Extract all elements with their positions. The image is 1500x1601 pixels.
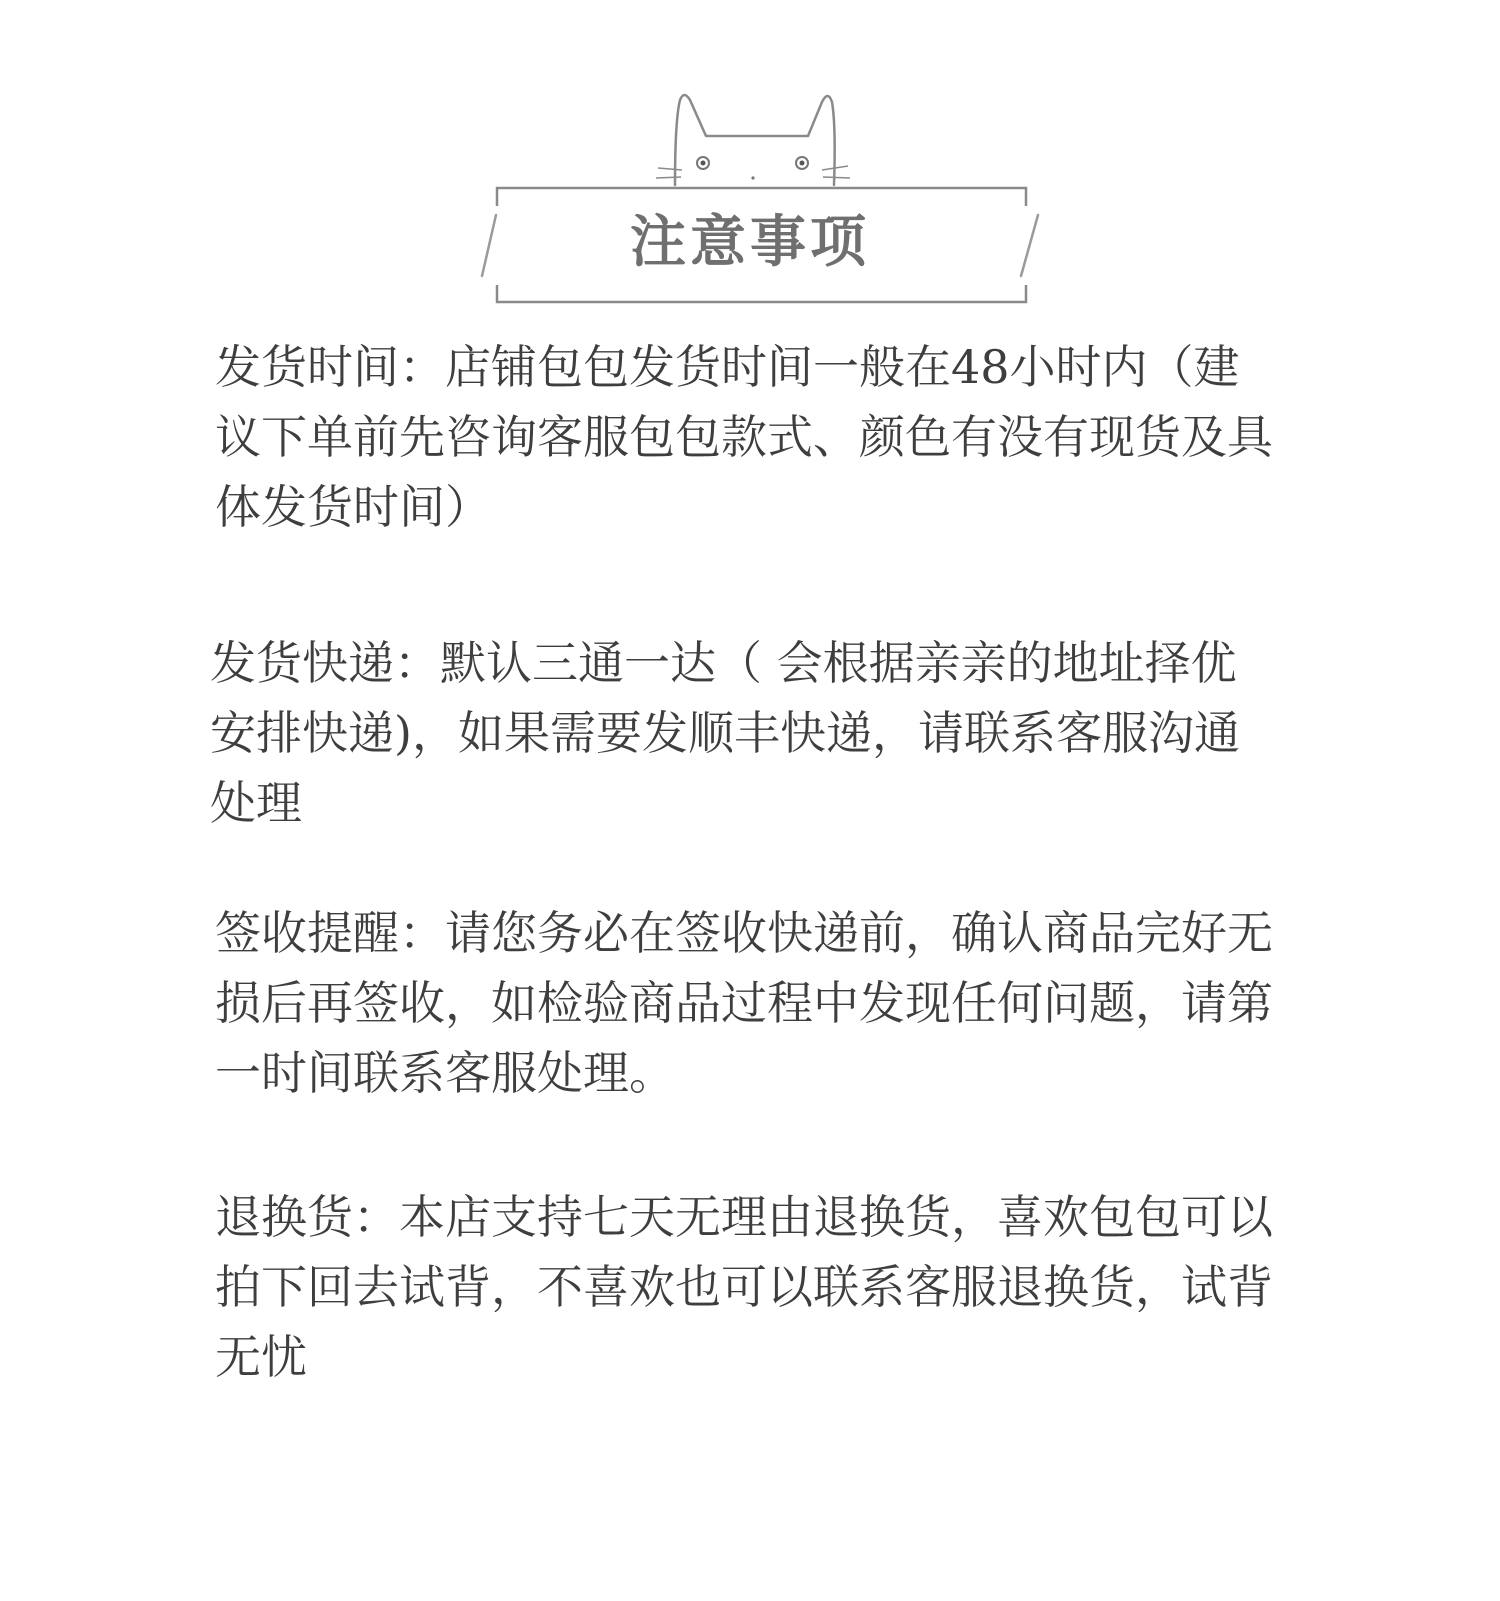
return-exchange-section: 退换货：本店支持七天无理由退换货，喜欢包包可以拍下回去试背，不喜欢也可以联系客服退换货，试背无忧 xyxy=(215,1190,1273,1384)
receipt-reminder-section: 签收提醒：请您务必在签收快递前，确认商品完好无损后再签收，如检验商品过程中发现任何问题，请第一时间联系客服处理。 xyxy=(215,906,1273,1100)
shipping-courier-section: 发货快递：默认三通一达（ 会根据亲亲的地址择优安排快递)，如果需要发顺丰快递，请联系客服沟通处理 xyxy=(210,636,1240,830)
cat-peeking-over-sign-icon xyxy=(470,80,1070,320)
page-title: 注意事项 xyxy=(630,209,870,275)
shipping-time-section: 发货时间：店铺包包发货时间一般在48小时内（建议下单前先咨询客服包包款式、颜色有没有现货及具体发货时间） xyxy=(215,340,1273,534)
notice-header xyxy=(470,80,1070,320)
